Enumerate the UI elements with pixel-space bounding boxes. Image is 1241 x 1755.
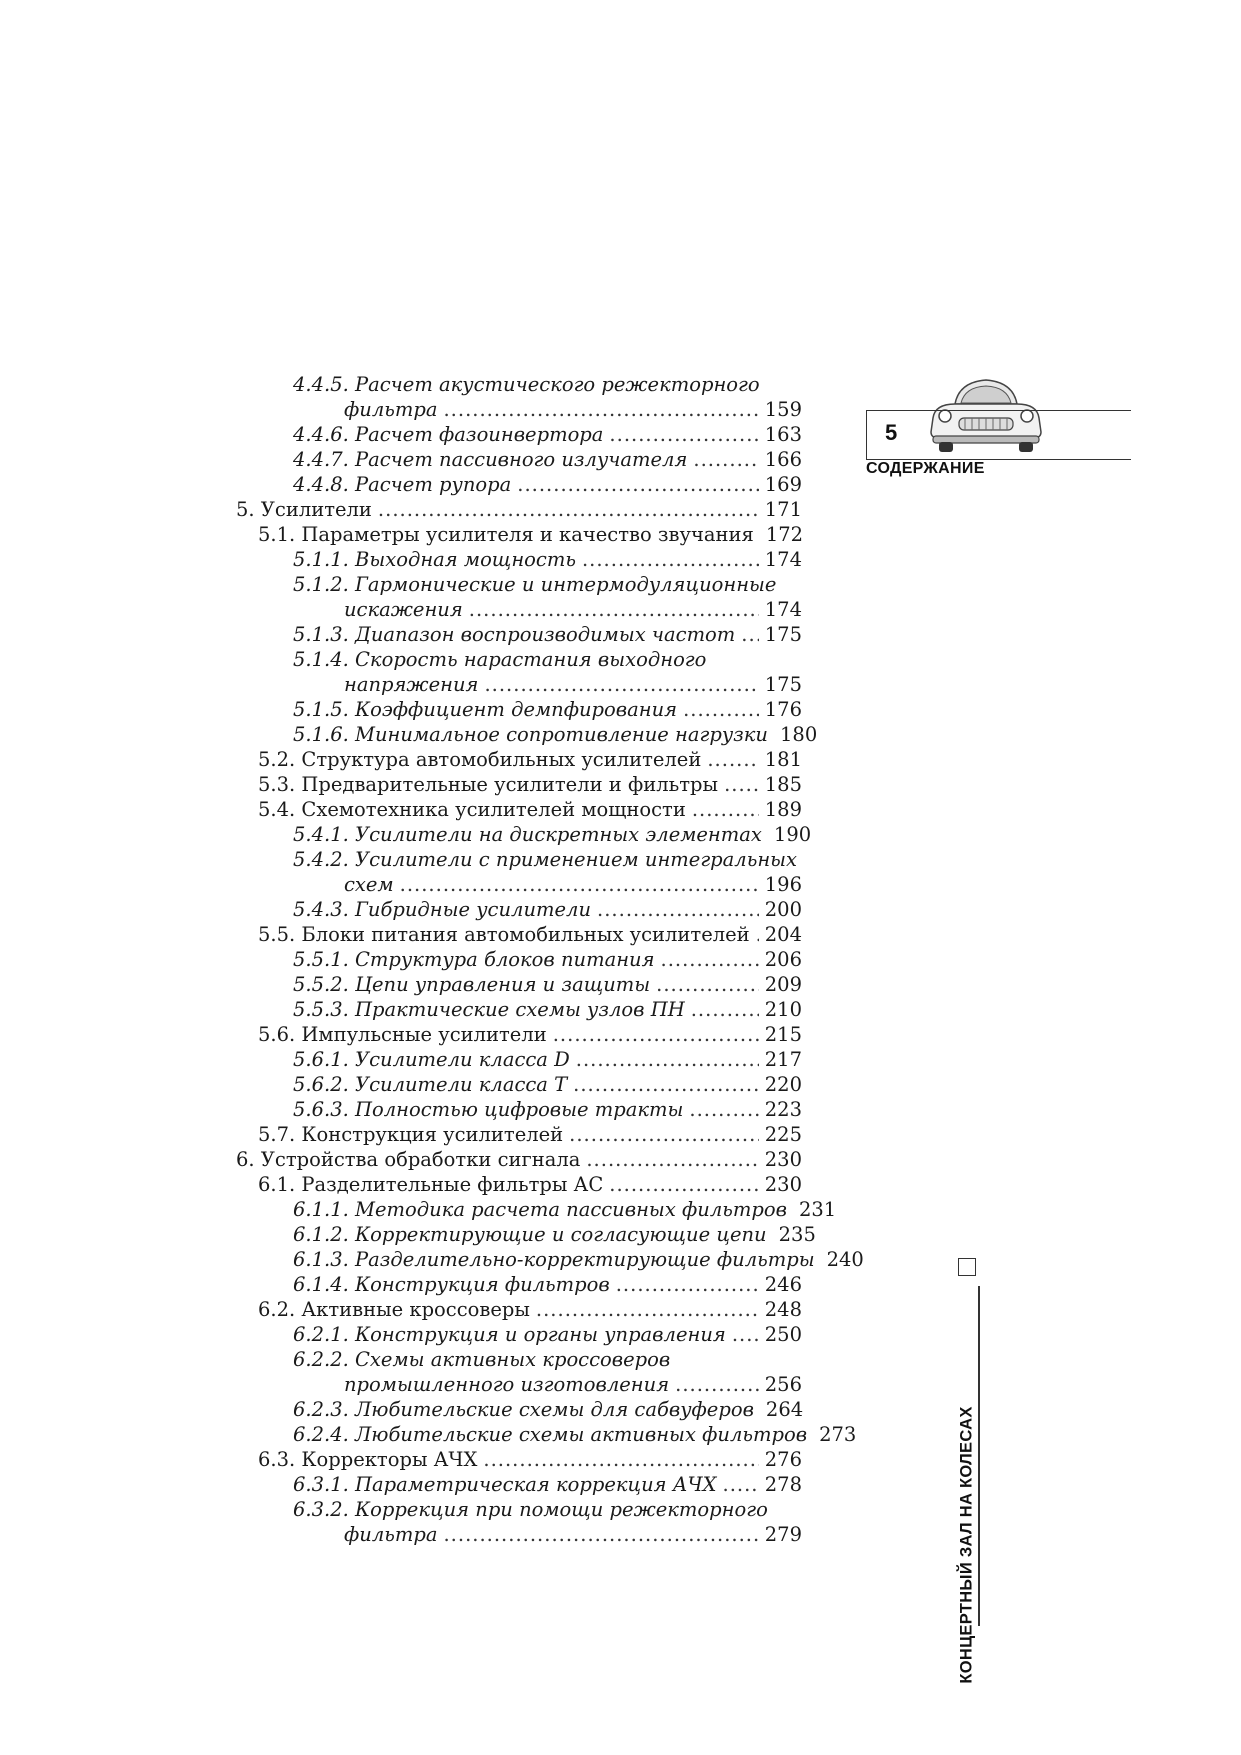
toc-leader-dots xyxy=(443,397,758,422)
toc-page-number: 200 xyxy=(764,898,802,921)
toc-page-number: 250 xyxy=(764,1323,802,1346)
toc-page-number: 223 xyxy=(764,1098,802,1121)
toc-title: 6.1. Разделительные фильтры АС xyxy=(258,1173,604,1196)
toc-entry xyxy=(236,1322,802,1347)
toc-title: 6.2.3. Любительские схемы для сабвуферов xyxy=(293,1398,754,1421)
toc-entry xyxy=(236,872,802,897)
toc-leader-dots xyxy=(443,1522,758,1547)
toc-page-number: 169 xyxy=(764,473,802,496)
toc-title: 5.1.5. Коэффициент демпфирования xyxy=(293,698,678,721)
toc-leader-dots xyxy=(517,472,759,497)
toc-entry xyxy=(236,1422,857,1447)
toc-leader-dots xyxy=(609,422,758,447)
toc-title: схем xyxy=(344,873,394,896)
toc-leader-dots xyxy=(756,922,759,947)
toc-title: 5.1.3. Диапазон воспроизводимых частот xyxy=(293,623,736,646)
toc-page-number: 217 xyxy=(764,1048,802,1071)
toc-entry xyxy=(236,672,802,697)
toc-title: 5.1. Параметры усилителя и качество звучания xyxy=(258,523,754,546)
toc-entry xyxy=(236,1072,802,1097)
toc-title: 4.4.5. Расчет акустического режекторного xyxy=(293,373,760,396)
toc-page-number: 210 xyxy=(764,998,802,1021)
toc-page-number: 279 xyxy=(764,1523,802,1546)
toc-entry xyxy=(236,797,802,822)
toc-page-number: 276 xyxy=(764,1448,802,1471)
toc-title: промышленного изготовления xyxy=(344,1373,670,1396)
toc-leader-dots xyxy=(723,1472,759,1497)
toc-title: 5. Усилители xyxy=(236,498,372,521)
toc-entry xyxy=(236,522,802,547)
toc-title: 6.2.1. Конструкция и органы управления xyxy=(293,1323,726,1346)
toc-leader-dots xyxy=(661,947,759,972)
toc-leader-dots xyxy=(573,1072,759,1097)
toc-title: 6.1.2. Корректирующие и согласующие цепи xyxy=(293,1223,767,1246)
toc-title: напряжения xyxy=(344,673,479,696)
toc-leader-dots xyxy=(616,1272,759,1297)
toc-leader-dots xyxy=(569,1122,759,1147)
toc-page-number: 215 xyxy=(764,1023,802,1046)
toc-leader-dots xyxy=(536,1297,759,1322)
toc-title: 5.5.1. Структура блоков питания xyxy=(293,948,655,971)
toc-entry xyxy=(236,972,802,997)
toc-title: 5.7. Конструкция усилителей xyxy=(258,1123,564,1146)
toc-leader-dots xyxy=(609,1172,759,1197)
toc-page-number: 246 xyxy=(764,1273,802,1296)
toc-entry xyxy=(236,1447,802,1472)
toc-title: 6.3.1. Параметрическая коррекция АЧХ xyxy=(293,1473,717,1496)
toc-leader-dots xyxy=(597,897,759,922)
toc-leader-dots xyxy=(693,447,758,472)
toc-title: 6.1.1. Методика расчета пассивных фильтров xyxy=(293,1198,787,1221)
toc-title: 5.4.3. Гибридные усилители xyxy=(293,898,592,921)
toc-entry-line xyxy=(236,1347,802,1372)
toc-page-number: 171 xyxy=(764,498,802,521)
page-number: 5 xyxy=(885,420,898,445)
toc-title: 5.6. Импульсные усилители xyxy=(258,1023,547,1046)
toc-entry-line xyxy=(236,572,802,597)
toc-leader-dots xyxy=(689,1097,758,1122)
toc-title: 6.1.4. Конструкция фильтров xyxy=(293,1273,610,1296)
toc-page-number: 209 xyxy=(764,973,802,996)
toc-page-number: 172 xyxy=(765,523,804,546)
toc-entry xyxy=(236,1047,802,1072)
toc-entry xyxy=(236,997,802,1022)
toc-page-number: 231 xyxy=(798,1198,837,1221)
toc-page-number: 180 xyxy=(780,723,818,746)
toc-leader-dots xyxy=(707,747,758,772)
toc-title: 5.5.3. Практические схемы узлов ПН xyxy=(293,998,685,1021)
toc-page-number: 176 xyxy=(764,698,802,721)
toc-entry xyxy=(236,722,818,747)
toc-page-number: 225 xyxy=(764,1123,802,1146)
toc-entry xyxy=(236,1222,816,1247)
toc-title: 4.4.8. Расчет рупора xyxy=(293,473,512,496)
toc-entry xyxy=(236,897,802,922)
toc-page-number: 190 xyxy=(773,823,812,846)
toc-title: 4.4.6. Расчет фазоинвертора xyxy=(293,423,604,446)
toc-entry xyxy=(236,1172,802,1197)
toc-title: фильтра xyxy=(344,398,438,421)
toc-page-number: 204 xyxy=(764,923,802,946)
toc-title: 6.2. Активные кроссоверы xyxy=(258,1298,530,1321)
toc-entry xyxy=(236,1147,802,1172)
toc-entry xyxy=(236,397,802,422)
toc-page-number: 181 xyxy=(764,748,802,771)
toc-title: 5.4.1. Усилители на дискретных элементах xyxy=(293,823,762,846)
toc-page-number: 174 xyxy=(764,598,802,621)
toc-title: 6.3. Корректоры АЧХ xyxy=(258,1448,478,1471)
toc-entry xyxy=(236,472,802,497)
toc-entry xyxy=(236,622,802,647)
toc-page-number: 264 xyxy=(765,1398,804,1421)
toc-leader-dots xyxy=(469,597,759,622)
toc-page-number: 206 xyxy=(764,948,802,971)
toc-page-number: 230 xyxy=(764,1173,802,1196)
toc-entry-line xyxy=(236,647,802,672)
toc-title: 5.2. Структура автомобильных усилителей xyxy=(258,748,702,771)
toc-entry xyxy=(236,747,802,772)
toc-page-number: 163 xyxy=(764,423,802,446)
toc-leader-dots xyxy=(675,1372,759,1397)
toc-page-number: 166 xyxy=(764,448,802,471)
toc-title: фильтра xyxy=(344,1523,438,1546)
toc-title: 5.6.1. Усилители класса D xyxy=(293,1048,570,1071)
toc-leader-dots xyxy=(484,672,758,697)
toc-entry xyxy=(236,1397,802,1422)
toc-page-number: 273 xyxy=(819,1423,857,1446)
toc-page-number: 240 xyxy=(826,1248,864,1271)
toc-title: 5.6.2. Усилители класса T xyxy=(293,1073,568,1096)
toc-page-number: 175 xyxy=(764,623,802,646)
toc-entry xyxy=(236,1022,802,1047)
toc-leader-dots xyxy=(732,1322,759,1347)
toc-entry xyxy=(236,1272,802,1297)
toc-leader-dots xyxy=(553,1022,759,1047)
toc-entry-line xyxy=(236,1497,802,1522)
toc-page-number: 248 xyxy=(764,1298,802,1321)
side-checkbox-square xyxy=(958,1258,976,1276)
toc-entry xyxy=(236,1247,864,1272)
toc-page-number: 256 xyxy=(764,1373,802,1396)
toc-title: 5.1.2. Гармонические и интермодуляционные xyxy=(293,573,777,596)
side-book-title: КОНЦЕРТНЫЙ ЗАЛ НА КОЛЕСАХ xyxy=(957,1406,976,1684)
toc-title: 5.1.1. Выходная мощность xyxy=(293,548,576,571)
toc-page-number: 196 xyxy=(764,873,802,896)
toc-entry xyxy=(236,1472,802,1497)
toc-entry xyxy=(236,497,802,522)
toc-entry xyxy=(236,447,802,472)
toc-title: 5.1.4. Скорость нарастания выходного xyxy=(293,648,707,671)
toc-title: 6. Устройства обработки сигнала xyxy=(236,1148,581,1171)
toc-page-number: 185 xyxy=(764,773,802,796)
toc-entry xyxy=(236,1522,802,1547)
toc-leader-dots xyxy=(378,497,759,522)
toc-entry xyxy=(236,597,802,622)
toc-entry xyxy=(236,772,802,797)
toc-entry xyxy=(236,822,812,847)
toc-entry xyxy=(236,1197,837,1222)
toc-entry xyxy=(236,1097,802,1122)
table-of-contents xyxy=(236,372,864,1547)
toc-entry xyxy=(236,1122,802,1147)
toc-leader-dots xyxy=(483,1447,758,1472)
toc-page-number: 230 xyxy=(764,1148,802,1171)
toc-leader-dots xyxy=(656,972,759,997)
toc-entry xyxy=(236,922,802,947)
toc-page-number: 220 xyxy=(764,1073,802,1096)
toc-leader-dots xyxy=(683,697,759,722)
side-divider xyxy=(978,1286,980,1626)
toc-entry xyxy=(236,1372,802,1397)
section-title: СОДЕРЖАНИЕ xyxy=(866,460,985,477)
toc-entry xyxy=(236,1297,802,1322)
toc-page-number: 189 xyxy=(764,798,802,821)
toc-title: 4.4.7. Расчет пассивного излучателя xyxy=(293,448,688,471)
toc-title: искажения xyxy=(344,598,463,621)
toc-entry xyxy=(236,947,802,972)
toc-title: 5.3. Предварительные усилители и фильтры xyxy=(258,773,719,796)
toc-title: 5.5. Блоки питания автомобильных усилителей xyxy=(258,923,750,946)
toc-leader-dots xyxy=(724,772,759,797)
toc-page-number: 175 xyxy=(764,673,802,696)
toc-leader-dots xyxy=(741,622,758,647)
toc-entry xyxy=(236,547,802,572)
toc-title: 5.1.6. Минимальное сопротивление нагрузки xyxy=(293,723,768,746)
toc-page-number: 278 xyxy=(764,1473,802,1496)
toc-title: 6.2.2. Схемы активных кроссоверов xyxy=(293,1348,671,1371)
toc-entry-line xyxy=(236,372,802,397)
toc-title: 6.3.2. Коррекция при помощи режекторного xyxy=(293,1498,768,1521)
toc-leader-dots xyxy=(691,997,759,1022)
toc-leader-dots xyxy=(586,1147,758,1172)
toc-title: 5.4.2. Усилители с применением интегральных xyxy=(293,848,798,871)
toc-entry xyxy=(236,422,802,447)
toc-leader-dots xyxy=(400,872,759,897)
toc-title: 5.4. Схемотехника усилителей мощности xyxy=(258,798,686,821)
toc-page-number: 174 xyxy=(764,548,802,571)
toc-title: 5.5.2. Цепи управления и защиты xyxy=(293,973,651,996)
toc-page-number: 159 xyxy=(764,398,802,421)
toc-page-number: 235 xyxy=(778,1223,816,1246)
toc-title: 5.6.3. Полностью цифровые тракты xyxy=(293,1098,684,1121)
toc-leader-dots xyxy=(692,797,759,822)
header-box xyxy=(866,410,1131,460)
toc-title: 6.1.3. Разделительно-корректирующие фильтры xyxy=(293,1248,815,1271)
toc-leader-dots xyxy=(576,1047,759,1072)
toc-entry-line xyxy=(236,847,802,872)
toc-leader-dots xyxy=(582,547,759,572)
toc-title: 6.2.4. Любительские схемы активных фильтров xyxy=(293,1423,808,1446)
toc-entry xyxy=(236,697,802,722)
